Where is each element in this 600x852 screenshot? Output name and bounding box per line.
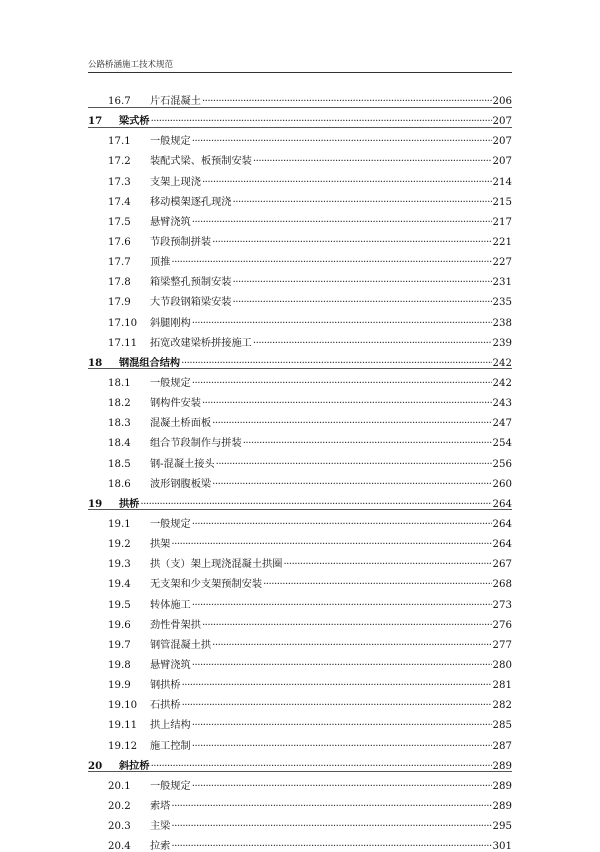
- toc-page-number: 264: [492, 498, 512, 510]
- toc-row: [88, 414, 512, 428]
- toc-section-entry[interactable]: [88, 168, 512, 188]
- toc-page-number: 256: [492, 458, 512, 470]
- toc-section-entry[interactable]: [88, 409, 512, 429]
- toc-page-number: 280: [492, 659, 512, 671]
- toc-row: [88, 535, 512, 549]
- toc-row: [88, 233, 512, 247]
- toc-number: 19.5: [108, 599, 131, 611]
- toc-dot-leader: [192, 741, 492, 752]
- toc-number: 18.6: [108, 478, 131, 490]
- toc-page-number: 207: [492, 156, 512, 168]
- toc-row: [88, 112, 512, 126]
- toc-title: 组合节段制作与拼装: [150, 438, 242, 450]
- toc-row: [88, 676, 512, 690]
- toc-page-number: 215: [492, 196, 512, 208]
- toc-title: 悬臂浇筑: [150, 216, 191, 228]
- toc-page-number: 277: [492, 639, 512, 651]
- toc-dot-leader: [202, 620, 492, 631]
- toc-title: 梁式桥: [119, 115, 150, 128]
- toc-title: 波形钢腹板梁: [150, 478, 212, 490]
- toc-row: [88, 817, 512, 831]
- toc-row: [88, 152, 512, 166]
- toc-page-number: 254: [492, 438, 512, 450]
- toc-page-number: 217: [492, 216, 512, 228]
- toc-dot-leader: [202, 96, 492, 107]
- toc-chapter-entry[interactable]: [88, 752, 512, 772]
- toc-row: [88, 636, 512, 650]
- toc-section-entry[interactable]: [88, 591, 512, 611]
- toc-title: 顶推: [150, 257, 171, 269]
- toc-dot-leader: [192, 600, 492, 611]
- toc-section-entry[interactable]: [88, 550, 512, 570]
- toc-page-number: 273: [492, 599, 512, 611]
- toc-row: [88, 92, 512, 106]
- toc-dot-leader: [202, 177, 492, 188]
- toc-title: 主梁: [150, 821, 171, 833]
- toc-number: 17.6: [108, 236, 131, 248]
- toc-number: 17.8: [108, 277, 131, 289]
- toc-dot-leader: [263, 579, 491, 590]
- toc-title: 支架上现浇: [150, 176, 201, 188]
- toc-section-entry[interactable]: [88, 389, 512, 409]
- toc-dot-leader: [212, 479, 491, 490]
- toc-page-number: 239: [492, 337, 512, 349]
- toc-title: 片石混凝土: [150, 96, 201, 107]
- toc-section-entry[interactable]: [88, 288, 512, 308]
- toc-page-number: 295: [492, 821, 512, 833]
- toc-row: [88, 575, 512, 589]
- toc-row: [88, 837, 512, 851]
- toc-dot-leader: [182, 700, 492, 711]
- table-of-contents: [88, 87, 512, 852]
- toc-title: 一般规定: [150, 377, 191, 389]
- toc-title: 节段预制拼装: [150, 236, 212, 248]
- toc-title: 拱（支）架上现浇混凝土拱圈: [150, 559, 283, 571]
- toc-chapter-entry[interactable]: [88, 349, 512, 369]
- toc-dot-leader: [192, 378, 492, 389]
- toc-dot-leader: [151, 761, 492, 772]
- toc-section-entry[interactable]: [88, 470, 512, 490]
- toc-title: 石拱桥: [150, 700, 181, 712]
- toc-dot-leader: [171, 821, 491, 832]
- toc-page-number: 206: [492, 96, 512, 107]
- toc-dot-leader: [171, 539, 491, 550]
- toc-title: 一般规定: [150, 518, 191, 530]
- running-header: 公路桥涵施工技术规范: [88, 60, 174, 70]
- toc-title: 移动模架逐孔现浇: [150, 196, 232, 208]
- toc-title: 箱梁整孔预制安装: [150, 277, 232, 289]
- toc-section-entry[interactable]: [88, 369, 512, 389]
- toc-dot-leader: [253, 156, 492, 167]
- toc-page-number: 264: [492, 539, 512, 551]
- toc-section-entry[interactable]: [88, 127, 512, 147]
- toc-row: [88, 253, 512, 267]
- toc-dot-leader: [202, 398, 492, 409]
- toc-row: [88, 132, 512, 146]
- toc-dot-leader: [233, 297, 492, 308]
- toc-number: 19: [88, 497, 103, 510]
- toc-section-entry[interactable]: [88, 570, 512, 590]
- header-rule: [88, 72, 512, 73]
- toc-section-entry[interactable]: [88, 792, 512, 812]
- toc-page-number: 207: [492, 136, 512, 148]
- toc-number: 18.4: [108, 438, 131, 450]
- toc-section-entry[interactable]: [88, 832, 512, 852]
- toc-row: [88, 374, 512, 388]
- toc-row: [88, 213, 512, 227]
- toc-dot-leader: [212, 640, 491, 651]
- toc-page-number: 221: [492, 236, 512, 248]
- toc-number: 18.5: [108, 458, 131, 470]
- toc-row: [88, 475, 512, 489]
- toc-row: [88, 696, 512, 710]
- toc-title: 施工控制: [150, 740, 191, 752]
- toc-section-entry[interactable]: [88, 87, 512, 107]
- toc-section-entry[interactable]: [88, 611, 512, 631]
- toc-title: 转体施工: [150, 599, 191, 611]
- toc-page-number: 207: [492, 116, 512, 128]
- toc-title: 装配式梁、板预制安装: [150, 156, 252, 168]
- toc-number: 17.4: [108, 196, 131, 208]
- toc-row: [88, 354, 512, 368]
- toc-number: 19.11: [108, 720, 138, 732]
- toc-number: 17.10: [108, 317, 138, 329]
- toc-dot-leader: [171, 841, 491, 852]
- toc-title: 拱桥: [119, 497, 140, 510]
- toc-section-entry[interactable]: [88, 248, 512, 268]
- toc-row: [88, 596, 512, 610]
- toc-title: 一般规定: [150, 136, 191, 148]
- toc-page-number: 282: [492, 700, 512, 712]
- toc-dot-leader: [192, 720, 492, 731]
- toc-row: [88, 555, 512, 569]
- toc-section-entry[interactable]: [88, 268, 512, 288]
- toc-row: [88, 293, 512, 307]
- toc-title: 拱上结构: [150, 720, 191, 732]
- toc-section-entry[interactable]: [88, 309, 512, 329]
- toc-section-entry[interactable]: [88, 631, 512, 651]
- toc-row: [88, 515, 512, 529]
- toc-number: 19.6: [108, 619, 131, 631]
- toc-chapter-entry[interactable]: [88, 490, 512, 510]
- toc-title: 斜拉桥: [119, 759, 150, 772]
- toc-number: 17.5: [108, 216, 131, 228]
- toc-row: [88, 797, 512, 811]
- toc-page-number: 235: [492, 297, 512, 309]
- toc-dot-leader: [140, 499, 491, 510]
- toc-number: 17.1: [108, 136, 131, 148]
- toc-number: 17.9: [108, 297, 131, 309]
- toc-section-entry[interactable]: [88, 208, 512, 228]
- toc-number: 20.3: [108, 821, 131, 833]
- toc-number: 19.7: [108, 639, 131, 651]
- toc-row: [88, 434, 512, 448]
- toc-row: [88, 334, 512, 348]
- toc-number: 20.1: [108, 780, 131, 792]
- toc-number: 19.1: [108, 518, 131, 530]
- toc-row: [88, 737, 512, 751]
- toc-page-number: 289: [492, 760, 512, 772]
- toc-title: 混凝土桥面板: [150, 418, 212, 430]
- toc-dot-leader: [283, 559, 491, 570]
- toc-title: 拓宽改建梁桥拼接施工: [150, 337, 252, 349]
- toc-page-number: 231: [492, 277, 512, 289]
- toc-page-number: 227: [492, 257, 512, 269]
- toc-row: [88, 777, 512, 791]
- toc-section-entry[interactable]: [88, 812, 512, 832]
- toc-number: 18: [88, 356, 103, 369]
- toc-title: 悬臂浇筑: [150, 659, 191, 671]
- toc-page-number: 281: [492, 680, 512, 692]
- toc-title: 劲性骨架拱: [150, 619, 201, 631]
- toc-page-number: 267: [492, 559, 512, 571]
- toc-section-entry[interactable]: [88, 147, 512, 167]
- toc-chapter-entry[interactable]: [88, 107, 512, 127]
- toc-title: 索塔: [150, 800, 171, 812]
- toc-section-entry[interactable]: [88, 228, 512, 248]
- toc-dot-leader: [212, 418, 491, 429]
- toc-row: [88, 455, 512, 469]
- toc-number: 17: [88, 115, 103, 128]
- toc-page-number: 289: [492, 800, 512, 812]
- toc-section-entry[interactable]: [88, 188, 512, 208]
- toc-dot-leader: [182, 680, 492, 691]
- toc-page-number: 238: [492, 317, 512, 329]
- toc-page-number: 287: [492, 740, 512, 752]
- toc-row: [88, 173, 512, 187]
- toc-page-number: 289: [492, 780, 512, 792]
- toc-dot-leader: [233, 197, 492, 208]
- toc-dot-leader: [192, 217, 492, 228]
- toc-page-number: 243: [492, 398, 512, 410]
- toc-dot-leader: [171, 801, 491, 812]
- toc-number: 19.4: [108, 579, 131, 591]
- toc-row: [88, 314, 512, 328]
- toc-row: [88, 273, 512, 287]
- toc-number: 19.12: [108, 740, 138, 752]
- toc-number: 20.2: [108, 800, 131, 812]
- toc-dot-leader: [192, 519, 492, 530]
- toc-number: 18.1: [108, 377, 131, 389]
- toc-number: 16.7: [108, 96, 131, 107]
- toc-row: [88, 757, 512, 771]
- toc-number: 18.2: [108, 398, 131, 410]
- toc-title: 钢混组合结构: [119, 356, 181, 369]
- toc-number: 17.7: [108, 257, 131, 269]
- toc-number: 19.10: [108, 700, 138, 712]
- toc-section-entry[interactable]: [88, 510, 512, 530]
- toc-number: 17.2: [108, 156, 131, 168]
- toc-number: 19.9: [108, 680, 131, 692]
- toc-page-number: 264: [492, 518, 512, 530]
- toc-section-entry[interactable]: [88, 429, 512, 449]
- toc-dot-leader: [216, 459, 492, 470]
- toc-row: [88, 716, 512, 730]
- toc-section-entry[interactable]: [88, 691, 512, 711]
- toc-dot-leader: [192, 781, 492, 792]
- toc-page-number: 247: [492, 418, 512, 430]
- toc-row: [88, 616, 512, 630]
- toc-title: 拱架: [150, 539, 171, 551]
- toc-page-number: 276: [492, 619, 512, 631]
- toc-section-entry[interactable]: [88, 732, 512, 752]
- toc-number: 18.3: [108, 418, 131, 430]
- toc-title: 钢拱桥: [150, 680, 181, 692]
- toc-title: 大节段钢箱梁安装: [150, 297, 232, 309]
- toc-title: 钢构件安装: [150, 398, 201, 410]
- toc-dot-leader: [171, 257, 491, 268]
- toc-section-entry[interactable]: [88, 772, 512, 792]
- toc-page-number: 242: [492, 357, 512, 369]
- toc-section-entry[interactable]: [88, 530, 512, 550]
- toc-row: [88, 394, 512, 408]
- toc-section-entry[interactable]: [88, 651, 512, 671]
- toc-dot-leader: [192, 136, 492, 147]
- toc-number: 19.3: [108, 559, 131, 571]
- toc-section-entry[interactable]: [88, 329, 512, 349]
- toc-page-number: 214: [492, 176, 512, 188]
- toc-row: [88, 656, 512, 670]
- toc-dot-leader: [181, 358, 491, 369]
- toc-section-entry[interactable]: [88, 671, 512, 691]
- toc-row: [88, 193, 512, 207]
- toc-dot-leader: [192, 318, 492, 329]
- toc-number: 17.3: [108, 176, 131, 188]
- toc-title: 钢-混凝土接头: [150, 458, 215, 470]
- toc-dot-leader: [151, 116, 492, 127]
- toc-dot-leader: [253, 338, 492, 349]
- toc-title: 钢管混凝土拱: [150, 639, 212, 651]
- toc-page-number: 268: [492, 579, 512, 591]
- toc-number: 19.2: [108, 539, 131, 551]
- toc-page-number: 285: [492, 720, 512, 732]
- toc-title: 拉索: [150, 841, 171, 852]
- toc-dot-leader: [233, 277, 492, 288]
- toc-row: [88, 495, 512, 509]
- toc-title: 斜腿刚构: [150, 317, 191, 329]
- toc-number: 20: [88, 759, 103, 772]
- toc-dot-leader: [243, 438, 492, 449]
- toc-title: 一般规定: [150, 780, 191, 792]
- toc-dot-leader: [212, 237, 491, 248]
- toc-title: 无支架和少支架预制安装: [150, 579, 263, 591]
- toc-number: 19.8: [108, 659, 131, 671]
- toc-section-entry[interactable]: [88, 711, 512, 731]
- toc-page-number: 301: [492, 841, 512, 852]
- toc-number: 17.11: [108, 337, 138, 349]
- toc-page-number: 260: [492, 478, 512, 490]
- toc-section-entry[interactable]: [88, 450, 512, 470]
- toc-number: 20.4: [108, 841, 131, 852]
- toc-dot-leader: [192, 660, 492, 671]
- toc-page-number: 242: [492, 377, 512, 389]
